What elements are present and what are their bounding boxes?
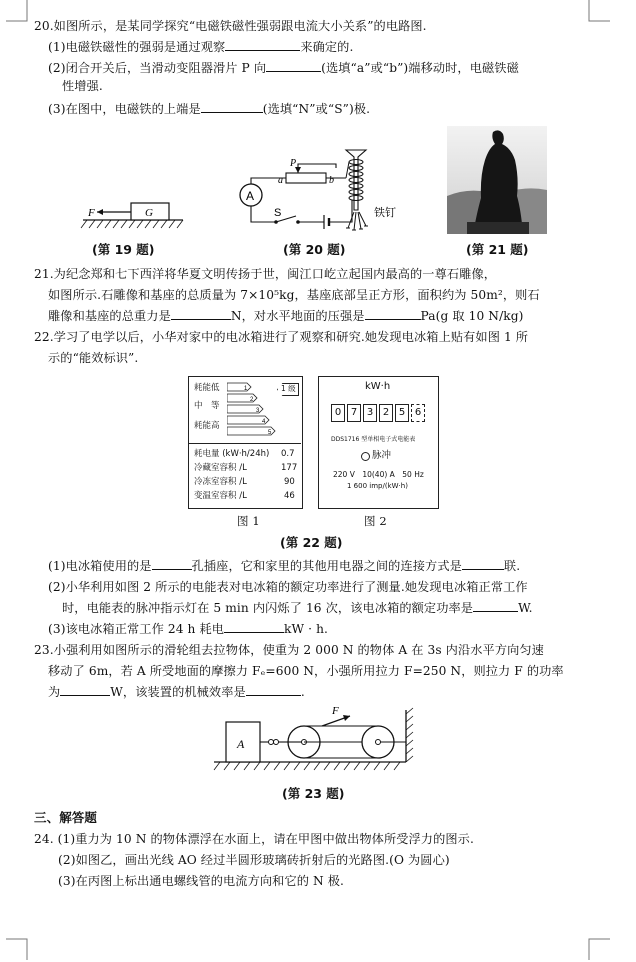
fig20-ammeter-label: A [246,189,255,203]
q20-part2-text: (2)闭合开关后，当滑动变阻器滑片 P 向 [48,61,267,75]
fig22-row-val-2: 90 [284,477,295,487]
fig20-label-a: a [278,175,283,186]
q22-part3-text: (3)该电冰箱正常工作 24 h 耗电 [48,622,225,636]
q22-part1-text: (1)电冰箱使用的是 [48,559,152,573]
figure-19 [75,190,195,235]
fig23-caption: (第 23 题) [282,786,345,801]
q22-line1: 22.学习了电学以后，小华对家中的电冰箱进行了观察和研究.她发现电冰箱上贴有如图 1 所 [34,330,529,344]
q22-blank-energy[interactable] [224,621,284,633]
q23-line3-end: . [300,685,305,699]
fig22-row-key-3: 变温室容积 /L [194,491,247,501]
crop-mark-top-left [6,0,28,22]
q22-blank-power[interactable] [473,600,518,612]
crop-mark-bottom-left [6,938,28,960]
figure-21-photo [447,126,547,234]
q22-part2-cont-text: 时，电能表的脉冲指示灯在 5 min 内闪烁了 16 次，该电冰箱的额定功率是 [62,601,474,615]
fig22-label-low: 耗能低 [194,383,220,393]
fig22-fig2-label: 图 2 [364,514,387,528]
q23-line3-text: 为 [48,685,61,699]
q23-blank-efficiency[interactable] [246,684,301,696]
q23-line3-mid: W，该装置的机械效率是 [110,685,246,699]
q22-part3-end: kW · h. [284,622,328,636]
fig20-slider-label: P [290,158,297,169]
q21-line3-text: 雕像和基座的总重力是 [48,309,171,323]
fig22-pulse-light [361,452,370,461]
fig20-nail-label: 铁钉 [374,206,396,219]
figure-20 [228,140,418,240]
fig22-caption: (第 22 题) [280,535,343,550]
fig22-meter-digit-decimal: 6 [411,404,425,422]
fig22-meter-imp: 1 600 imp/(kW·h) [347,482,408,490]
fig22-energy-meter [318,376,439,509]
fig22-energy-label [188,376,303,509]
q23-line1: 23.小强利用如图所示的滑轮组去拉物体，使重为 2 000 N 的物体 A 在 3s 内沿水平方向匀速 [34,643,544,657]
q22-blank-holes[interactable] [152,558,192,570]
q21-blank-pressure[interactable] [365,308,421,320]
fig22-label-high: 耗能高 [194,421,220,431]
q20-stem: 20.如图所示，是某同学探究“电磁铁磁性强弱跟电流大小关系”的电路图. [34,19,427,33]
q21-line3 [48,308,524,324]
fig20-caption: (第 20 题) [283,242,346,257]
q20-part1 [48,39,353,55]
fig22-rating-bars [227,381,279,439]
fig20-label-b: b [329,175,334,186]
q20-part1-text-end: 来确定的. [300,40,354,54]
fig22-meter-model: DDS1716 型单相电子式电能表 [331,436,416,443]
fig23-force-label: F [332,705,339,717]
q21-line3-mid: N，对水平地面的压强是 [230,309,365,323]
q21-line2: 如图所示.石雕像和基座的总质量为 7×10⁵kg，基座底部呈正方形，面积约为 50m²，则石 [48,288,540,302]
q21-blank-gravity[interactable] [171,308,231,320]
q22-part1 [48,558,520,574]
q22-blank-connection[interactable] [462,558,504,570]
q23-line2: 移动了 6m，若 A 所受地面的摩擦力 Fₑ=600 N，小强所用拉力 F=250 N，则拉力 F 的功率 [48,664,564,678]
q20-part2-text-end: (选填“a”或“b”)端移动时，电磁铁磁 [321,61,519,75]
fig22-grade-label: 1 级 [281,384,296,393]
fig22-fig1-label: 图 1 [237,514,260,528]
fig22-bar-number-1: 1 [244,386,248,392]
fig22-meter-digit: 7 [347,404,361,422]
fig22-row-val-3: 46 [284,491,295,501]
fig19-force-label: F [88,207,95,219]
q20-part3-text: (3)在图中，电磁铁的上端是 [48,102,201,116]
fig19-caption: (第 19 题) [92,242,155,257]
fig20-nails [346,212,368,230]
q22-line2: 示的“能效标识”. [48,351,139,365]
fig22-meter-display [331,404,425,422]
fig22-row-key-2: 冷冻室容积 /L [194,477,247,487]
crop-mark-top-right [588,0,610,22]
fig22-bar-number-3: 3 [256,408,260,414]
q21-line1: 21.为纪念郑和七下西洋将华夏文明传扬于世，闽江口屹立起国内最高的一尊石雕像， [34,267,497,281]
fig22-bar-number-4: 4 [262,419,266,425]
q24-part3: (3)在丙图上标出通电螺线管的电流方向和它的 N 极. [58,874,344,888]
q22-part2-cont [62,600,533,616]
q24-part2: (2)如图乙，画出光线 AO 经过半圆形玻璃砖折射后的光路图.(O 为圆心) [58,853,450,867]
q20-part2 [48,60,519,76]
fig22-bar-number-2: 2 [250,397,254,403]
fig22-meter-pulse: 脉冲 [372,450,392,461]
q20-part3-text-end: (选填“N”或“S”)极. [262,102,371,116]
q20-part1-blank[interactable] [225,39,300,51]
fig22-meter-unit: kW·h [365,381,391,392]
q21-line3-end: Pa(g 取 10 N/kg) [420,309,524,323]
q22-part3 [48,621,328,637]
q23-line3 [48,684,305,700]
fig22-meter-spec: 220 V 10(40) A 50 Hz [333,470,424,479]
q22-part1-end: 联. [503,559,521,573]
crop-mark-bottom-right [588,938,610,960]
fig22-meter-digit: 5 [395,404,409,422]
fig20-switch-label: S [274,207,282,219]
q22-part1-mid: 孔插座，它和家里的其他用电器之间的连接方式是 [191,559,462,573]
q22-part2: (2)小华利用如图 2 所示的电能表对电冰箱的额定功率进行了测量.她发现电冰箱正常工作 [48,580,528,594]
section3-title: 三、解答题 [34,810,98,825]
fig22-label-mid: 中 等 [194,401,220,411]
fig22-meter-digit: 0 [331,404,345,422]
fig22-bar-number-5: 5 [268,430,272,436]
fig22-row-val-0: 0.7 [281,449,295,459]
fig20-rheostat [286,173,326,183]
q23-blank-power[interactable] [60,684,110,696]
fig22-row-val-1: 177 [281,463,298,473]
fig22-meter-digit: 3 [363,404,377,422]
q20-part2-blank[interactable] [266,60,321,72]
q20-part1-text: (1)电磁铁磁性的强弱是通过观察 [48,40,226,54]
q20-part2-cont: 性增强. [62,79,103,93]
q20-part3-blank[interactable] [201,101,263,113]
fig19-block-label: G [145,207,153,219]
figure-23 [210,704,420,780]
q24-part1: 24. (1)重力为 10 N 的物体漂浮在水面上，请在甲图中做出物体所受浮力的图示. [34,832,474,846]
fig22-row-key-1: 冷藏室容积 /L [194,463,247,473]
q22-part2-cont-end: W. [518,601,533,615]
fig22-row-key-0: 耗电量 (kW·h/24h) [194,449,270,459]
fig23-block-label: A [237,737,245,751]
fig22-meter-digit: 2 [379,404,393,422]
fig21-caption: (第 21 题) [466,242,529,257]
q20-part3 [48,101,370,117]
